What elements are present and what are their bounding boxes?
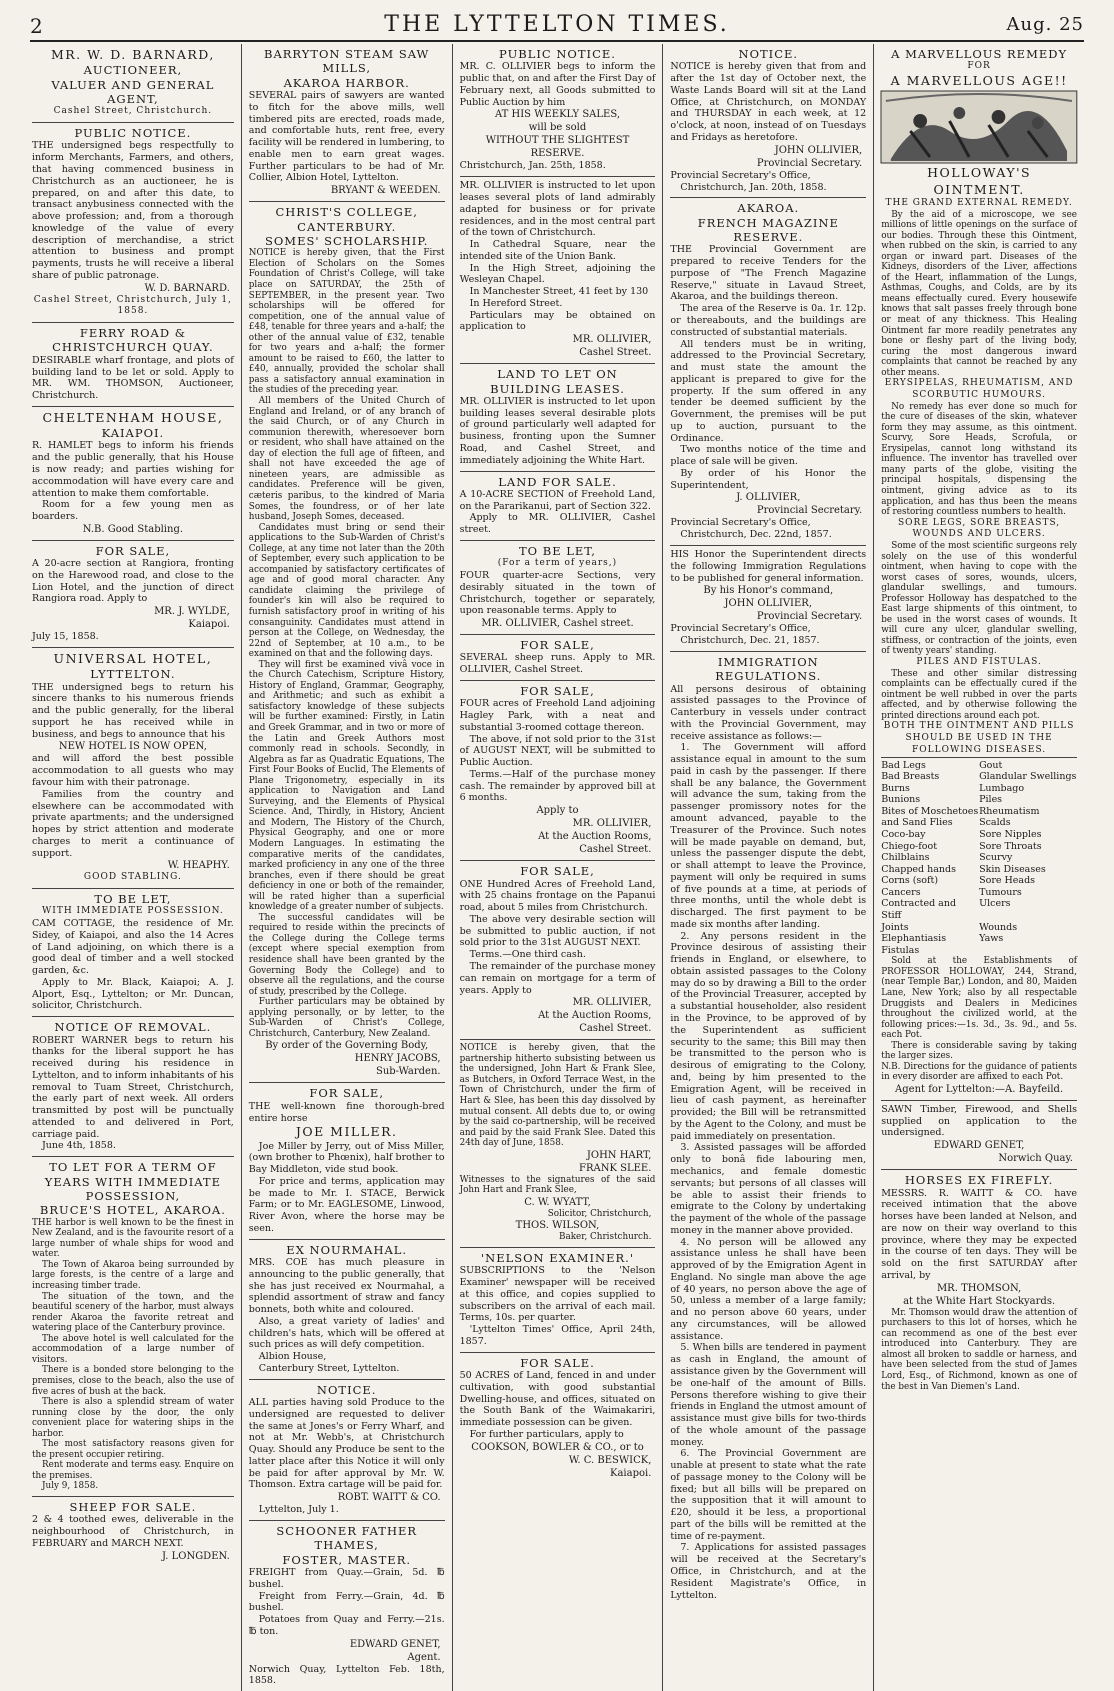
ad-body: The area of the Reserve is 0a. 1r. 12p. or thereabouts, and the buildings are constructed of substantial materials. [670, 303, 867, 338]
hagley-park-ad [460, 681, 656, 861]
ad-heading: CHELTENHAM HOUSE, [42, 409, 224, 425]
ad-body: They will first be examined vivâ voce in the Church Catechism, Scripture History, History of England, Grammar, Geography, and Arithmetic; and such as exhibit a satisfactory knowledge of these subjects will be further examined: Firstly, in Latin and Greek Grammar, and in two or more of the Latin and Greek Authors most commonly read in schools. Secondly, in Algebra as far as Quadratic Equations, The First Four Books of Euclid, The Elements of Plane Trigonometry, especially in its application to Navigation and Land Surveying, and the Elements of Physical Science. And, Thirdly, in History, Ancient and Modern, The History of the Church, Physical Geography, and one or more Modern Languages. In estimating the comparative merits of the candidates, marked proficiency in any one of the three branches, even if there should be great deficiency in one or both of the remainder, will be rated higher than a superficial knowledge of a greater number of subjects. [248, 659, 445, 913]
ad-body: All persons desirous of obtaining assisted passages to the Province of Canterbury in vessels under contract with the Provincial Government, may receive assistance as follows:— [670, 683, 867, 742]
ad-signature: Cashel Street. [579, 844, 652, 856]
column-4 [662, 44, 873, 1691]
christs-college-ad [249, 202, 445, 1083]
ad-place: Kaiapoi. [188, 619, 230, 631]
ad-witness: C. W. WYATT, [524, 1196, 591, 1208]
ad-body: Joe Miller by Jerry, out of Miss Miller, (own brother to Phœnix), half brother to Bay Middleton, vide stud book. [248, 1140, 445, 1176]
ad-body: ROBERT WARNER begs to return his thanks for the liberal support he has received during his residence in Lyttelton, and to inform inhabitants of his removal to Tuam Street, Christchurch, the early part of next week. All orders transmitted by post will be punctually attended to and delivered in Port, carriage paid. [32, 1034, 234, 1140]
ad-body: Albion House, [258, 1351, 327, 1363]
ad-body: 2 & 4 toothed ewes, deliverable in the neighbourhood of Christchurch, in FEBRUARY and MARCH NEXT. [32, 1514, 234, 1549]
ad-body: By the aid of a microscope, we see millions of little openings on the surface of our bodies. Through these this Ointment, when rubbed on the skin, is carried to any organ or inward part. Diseases of the Kidneys, disorders of the Liver, affections of the Heart, inflammation of the Lungs, Asthmas, Coughs, and Colds, are by its means effectually cured. Every housewife knows that salt passes freely through bone or meat of any thickness. This Healing Ointment far more readily penetrates any bone or fleshy part of the living body, curing the most dangerous inward complaints that cannot be reached by any other means. [881, 209, 1077, 378]
immigration-directive [670, 546, 866, 652]
ad-signature: W. HEAPHY. [167, 860, 230, 872]
ad-body: There is also a splendid stream of water running close by the door, the only convenient place for watering ships in the harbor. [32, 1397, 234, 1439]
ad-body: Freight from Ferry.—Grain, 4d. ℔ bushel. [248, 1590, 445, 1614]
disease-item: Sore Nipples [979, 828, 1042, 840]
ad-signature: Norwich Quay. [998, 1153, 1073, 1165]
ad-agent: Agent for Lyttelton:—A. Bayfeild. [895, 1083, 1064, 1095]
ad-date: Provincial Secretary's Office, [670, 623, 811, 635]
ad-signature: MR. OLLIVIER, [572, 334, 652, 346]
ad-signature: COOKSON, BOWLER & CO., or to [471, 1441, 644, 1453]
ad-date: Provincial Secretary's Office, [670, 169, 811, 181]
ad-subheading: SOMES' SCHOLARSHIP. [264, 234, 429, 248]
disease-item: Scurvy [979, 852, 1013, 864]
ad-heading: SHEEP FOR SALE. [69, 1499, 197, 1514]
ad-signature: MR. OLLIVIER, [572, 818, 652, 830]
removal-notice [32, 1017, 234, 1157]
ollivier-leases-ad [460, 177, 656, 364]
column-5 [873, 44, 1084, 1691]
sheep-runs-ad [460, 635, 656, 681]
product-subtitle: THE GRAND EXTERNAL REMEDY. [885, 197, 1073, 208]
columns [30, 44, 1084, 1687]
sheep-sale-ad [32, 1497, 234, 1567]
ad-signature: MR. J. WYLDE, [154, 606, 230, 618]
ad-emphasis: NEW HOTEL IS NOW OPEN, [58, 741, 207, 753]
ad-body: No remedy has ever done so much for the cure of diseases of the skin, whatever form they may assume, as this ointment. Scurvy, Sore Heads, Scrofula, or Erysipelas, cannot long withstand its influence. The inventor has travelled over many parts of the globe, visiting the principal hospitals, dispensing the ointment, giving advice as to its application, and has thus been the means of restoring countless numbers to health. [881, 401, 1077, 518]
joe-miller-ad [249, 1083, 445, 1239]
disease-item: Chilblains [881, 852, 930, 864]
bruces-hotel-ad [32, 1157, 234, 1497]
ad-footer: GOOD STABLING. [83, 872, 182, 883]
ad-body: FOUR acres of Freehold Land adjoining Hagley Park, with a neat and substantial 3-roomed cottage thereon. [459, 698, 656, 733]
ad-signature: JOHN OLLIVIER, [774, 144, 863, 156]
ad-signature: BRYANT & WEEDEN. [330, 185, 441, 197]
ad-body: For price and terms, application may be made to Mr. I. STACE, Berwick Farm; or to Mr. EAGLESOME, Linwood, River Avon, where the horse may be seen. [248, 1175, 445, 1234]
disease-item: Tumours [979, 886, 1022, 898]
ad-signature: MR. THOMSON, [936, 1282, 1022, 1294]
ad-signature: EDWARD GENET, [933, 1140, 1025, 1152]
ad-body: All members of the United Church of England and Ireland, or of any branch of the said Church, or of any Church in communion therewith, wheresoever born or resident, who shall have attained on the day of election the full age of fifteen, and shall not have exceeded the age of nineteen years, are admissible as candidates. Preference will be given, cæteris paribus, to the kindred of Maria Somes, the foundress, or of her late husband, Joseph Somes, deceased. [248, 396, 445, 523]
disease-item: Skin Diseases [979, 863, 1046, 875]
ad-body: FREIGHT from Quay.—Grain, 5d. ℔ bushel. [248, 1567, 445, 1590]
ad-signature: W. C. BESWICK, [568, 1454, 652, 1466]
page-number: 2 [30, 14, 43, 38]
regulation-5: 5. When bills are tendered in payment as cash in England, the amount of assistance given by the Government will be one-half of the amount of Bills. Persons therefore wishing to give their friends in England the utmost amount of assistance must give bills for two-thirds of the whole amount of the passage money. [670, 1342, 867, 1448]
regulation-6: 6. The Provincial Government are unable at present to state what the rate of passage money to the Colony will be fixed; but all bills will be prepared on the supposition that it will amount to £20, should it be less, a proportional part of the bills will be remitted at the time of re-payment. [670, 1448, 867, 1542]
ad-subheading: BOTH THE OINTMENT AND PILLS SHOULD BE USED IN THE FOLLOWING DISEASES. [883, 721, 1075, 755]
ad-heading: TO BE LET, [94, 892, 172, 907]
ad-body: Canterbury Street, Lyttelton. [258, 1362, 400, 1374]
disease-item: Chiego-foot [881, 840, 938, 852]
ad-body: THE undersigned begs respectfully to inform Merchants, Farmers, and others, that having commenced business in Christchurch as an auctioneer, he is prepared, on and after this date, to transact anybusiness connected with the above profession; and, from a thorough knowledge of the value of every description of merchandise, a strict attention to business and prompt payments, trusts he will receive a liberal share of public patronage. [32, 140, 234, 281]
ad-body: The successful candidates will be required to reside within the precincts of the College during the College terms (except where special exemption from residence shall have been granted by the Governing Body the College) and to observe all the regulations, and the course of study, prescribed by the College. [248, 912, 445, 997]
ad-date: Provincial Secretary's Office, [670, 517, 811, 529]
ad-heading: A MARVELLOUS REMEDY [891, 47, 1068, 61]
ad-body: 50 ACRES of Land, fenced in and under cultivation, with good substantial Dwelling-house, and offices, situated on the South Bank of the Waimakariri, immediate possession can be given. [459, 1370, 656, 1429]
ad-body: Candidates must bring or send their applications to the Sub-Warden of Christ's College, at any time not later than the 20th of September, every such application to be accompanied by satisfactory certificates of age and of good moral character. Any candidate claiming the privilege of founder's kin will also be required to furnish satisfactory proof in writing of his consanguinity. Candidates must attend in person at the College, on Wednesday, the 22nd of September, at 10 a.m., to be examined on that and the following days. [248, 522, 445, 660]
disease-item: Sore Heads [979, 875, 1036, 887]
disease-item: Wounds [979, 921, 1018, 933]
ad-heading: AKAROA. [737, 201, 800, 216]
column-2 [241, 44, 452, 1691]
ad-signature: JOHN HART, [586, 1149, 652, 1161]
ad-subheading: AUCTIONEER, [83, 63, 183, 78]
ad-subheading: KAIAPOI. [101, 426, 165, 441]
ad-signature: At the Auction Rooms, [538, 831, 652, 843]
disease-item: Joints [881, 921, 909, 933]
ad-heading: FOR SALE, [520, 683, 595, 698]
ad-heading: FOR SALE, [309, 1086, 384, 1101]
ad-body: SEVERAL pairs of sawyers are wanted to fitch for the above mills, well timbered pits are erected, roads made, and comfortable huts, rent free, every facility will be rendered in lumbering, to enable men to earn great wages. Further particulars to be had of Mr. Collier, Albion Hotel, Lyttelton. [248, 90, 445, 184]
nourmahal-ad [249, 1240, 445, 1380]
ad-heading: NOTICE. [316, 1382, 377, 1397]
ad-body: The above hotel is well calculated for the accommodation of a large number of visitors. [32, 1333, 234, 1365]
disease-item: Piles [979, 794, 1003, 806]
schooner-ad [249, 1521, 445, 1691]
ad-body: A 10-ACRE SECTION of Freehold Land, on the Pararikanui, part of Section 322. [459, 488, 656, 512]
ad-signature: Provincial Secretary. [756, 505, 863, 517]
ad-signature: Provincial Secretary. [756, 611, 863, 623]
cheltenham-ad [32, 407, 234, 541]
ad-body: MRS. COE has much pleasure in announcing to the public generally, that she has just received ex Nourmahal, a splendid assortment of straw and fancy bonnets, both white and coloured. [248, 1257, 445, 1316]
ad-subheading: PILES AND FISTULAS. [916, 657, 1042, 668]
ad-body: Potatoes from Quay and Ferry.—21s. ℔ ton. [248, 1614, 445, 1637]
ad-body: SUBSCRIPTIONS to the 'Nelson Examiner' newspaper will be received at this office, and copies supplied to subscribers on the arrival of each mail. Terms, 10s. per quarter. [459, 1265, 656, 1324]
ad-body: NOTICE is hereby given, that the First Election of Scholars on the Somes Foundation of Christ's College, will take place on SATURDAY, the 25th of SEPTEMBER, in the present year. Two scholarships will be offered for competition, one of the annual value of £48, tenable for three years and a-half; the other of the annual value of £32, tenable for two years and a-half; the former amount to be raised to £60, the latter to £40, annually, provided the scholar shall pass a satisfactory annual examination in the studies of the preceding year. [248, 248, 445, 396]
building-leases-ad [460, 364, 656, 471]
rangiora-sale-ad [32, 541, 234, 648]
ad-signature: ROBT. WAITT & CO. [337, 1492, 441, 1504]
ad-heading: IMMIGRATION REGULATIONS. [715, 654, 822, 684]
ad-subheading: FRENCH MAGAZINE RESERVE. [697, 215, 839, 245]
ad-body: and will afford the best possible accommodation to all guests who may favour him with their patronage. [32, 753, 234, 788]
ad-body: HIS Honor the Superintendent directs the following Immigration Regulations to be published for general information. [670, 549, 867, 584]
ad-date: Christchurch, Dec. 22nd, 1857. [680, 529, 832, 541]
ad-body: MR. OLLIVIER is instructed to let upon leases several plots of land admirably adapted for business or for private residences, and in the most central part of the town of Christchurch. [459, 180, 656, 239]
disease-item: Rheumatism [979, 805, 1040, 817]
disease-item: Bad Legs [881, 759, 926, 771]
ad-body: By order of his Honor the Superintendent, [670, 467, 867, 491]
land-sale-ad [460, 472, 656, 541]
ad-signature: EDWARD GENET, [349, 1638, 441, 1650]
disease-item: Scalds [979, 817, 1011, 829]
ad-heading: A MARVELLOUS AGE!! [890, 73, 1068, 89]
barryton-ad [249, 44, 445, 202]
ad-subheading: FOR [967, 61, 991, 72]
disease-item: Chapped hands [881, 863, 956, 875]
ad-body: SAWN Timber, Firewood, and Shells supplied on application to the undersigned. [881, 1103, 1077, 1139]
sawn-timber-ad [881, 1101, 1077, 1170]
ad-emphasis: will be sold [528, 122, 587, 134]
regulation-4: 4. No person will be allowed any assistance unless he shall have been approved of by the Emigration Agent in England. No single man above the age of 40 years, no person above the age of 50, unless a member of a large family; and no person above 60 years, under any circumstances, will be allowed assistance. [670, 1236, 867, 1342]
ad-date: July 9, 1858. [42, 1481, 99, 1492]
ad-body: CAM COTTAGE, the residence of Mr. Sidey, of Kaiapoi, and also the 14 Acres of Land adjoining, on which there is a good deal of timber and a well stocked garden, &c. [32, 918, 234, 977]
cam-cottage-ad [32, 889, 234, 1017]
ad-subheading: WITH IMMEDIATE POSSESSION. [42, 906, 224, 917]
regulation-7: 7. Applications for assisted passages will be received at the Secretary's Office, in Christchurch, and at the Resident Magistrate's Office, in Lyttelton. [670, 1542, 867, 1601]
ad-signature: J. LONGDEN. [162, 1550, 230, 1562]
ad-list-item: In the High Street, adjoining the Wesleyan Chapel. [459, 262, 656, 286]
disease-item: Burns [881, 782, 910, 794]
ad-date: June 4th, 1858. [42, 1140, 116, 1152]
holloway-ointment-ad [881, 44, 1077, 1101]
ad-emphasis: JOE MILLER. [295, 1124, 398, 1140]
disease-item: Coco-bay [881, 828, 926, 840]
ad-heading: BARRYTON STEAM SAW MILLS, [264, 47, 430, 76]
barnard-notice [32, 123, 234, 323]
ad-heading: TO BE LET, [519, 543, 596, 558]
ad-subheading: BRUCE'S HOTEL, AKAROA. [39, 1203, 226, 1218]
ad-heading: FOR SALE, [95, 543, 171, 558]
ad-body: SEVERAL sheep runs. Apply to MR. OLLIVIER, Cashel Street. [459, 652, 656, 676]
ad-subheading: FOSTER, MASTER. [282, 1552, 412, 1567]
ad-body: A 20-acre section at Rangiora, fronting on the Harewood road, and close to the Lion Hotel, and the junction of direct Rangiora road. Apply to [32, 558, 234, 605]
masthead [30, 10, 1084, 42]
ad-signature: Sub-Warden. [375, 1066, 441, 1078]
ad-list-item: In Cathedral Square, near the intended site of the Union Bank. [459, 239, 656, 262]
regulation-2: 2. Any persons resident in the Province desirous of assisting their friends in England, or elsewhere, to obtain assisted passages to the Colony may do so by drawing a Bill to the order of the Provincial Treasurer, accepted by a substantial householder, also resident in the Province, to be approved of by the Superintendent as sufficient security to the same; this Bill may then be transmitted to the person who is desirous of emigrating to the Colony, and, being by him presented to the Emigration Agent, will be received in lieu of cash payment, as hereinafter provided; the Bill will be retransmitted by the Agent to the Colony, and must be paid immediately on presentation. [670, 930, 867, 1142]
ad-signature: MR. OLLIVIER, Cashel street. [481, 618, 634, 630]
ad-heading: UNIVERSAL HOTEL, [53, 651, 213, 666]
hundred-acres-ad [460, 861, 656, 1040]
immigration-regulations [670, 652, 866, 1605]
ad-body: There is considerable saving by taking the larger sizes. [881, 1040, 1077, 1062]
nelson-examiner-ad [460, 1248, 656, 1353]
ferry-road-ad [32, 323, 234, 407]
column-3 [452, 44, 663, 1691]
ad-heading: TO LET FOR A TERM OF YEARS WITH IMMEDIATE POSSESSION, [44, 1160, 221, 1203]
ad-body: Two months notice of the time and place of sale will be given. [670, 444, 867, 468]
disease-item: Glandular Swellings [979, 771, 1077, 783]
ad-date: Christchurch, Jan. 20th, 1858. [680, 181, 827, 193]
waste-lands-notice [670, 44, 866, 198]
partnership-notice [460, 1040, 656, 1248]
ad-body: Families from the country and elsewhere can be accommodated with private apartments; and the undersigned hopes by strict attention and moderate charges to merit a continuance of support. [32, 788, 234, 859]
disease-item: Yaws [979, 933, 1004, 945]
ad-body: MESSRS. R. WAITT & CO. have received intimation that the above horses have been landed at Nelson, and are now on their way overland to this province, where they may be expected in the course of ten days. They will be sold on the first SATURDAY after arrival, by [881, 1187, 1077, 1281]
ad-heading: NOTICE. [738, 47, 799, 61]
ad-signature: at the White Hart Stockyards. [903, 1295, 1056, 1307]
ad-body: Some of the most scientific surgeons rely solely on the use of this wonderful ointment, when having to cope with the worst cases of sores, wounds, ulcers, glandular swellings, and tumours. Professor Holloway has despatched to the East large shipments of this ointment, to be used in the worst cases of wounds. It will cure any ulcer, glandular swelling, stiffness, or contraction of the joints, even of twenty years' standing. [881, 541, 1077, 657]
ad-subheading: SORE LEGS, SORE BREASTS, WOUNDS AND ULCERS. [898, 517, 1061, 540]
ad-signature: Agent. [407, 1651, 441, 1663]
ad-body: THE well-known fine thorough-bred entire horse [248, 1100, 445, 1124]
ad-footer: Cashel Street, Christchurch, July 1, 1858. [33, 294, 232, 317]
sections-to-let-ad [460, 541, 656, 635]
ad-list-item: In Hereford Street. [469, 297, 563, 309]
ad-body: Mr. Thomson would draw the attention of purchasers to this lot of horses, which he can recommend as one of the best ever introduced into Canterbury. They are almost all broken to saddle or harness, and have been selected from the stud of James Lord, Esq., of Richmond, known as one of the best in Van Diemen's Land. [881, 1307, 1077, 1392]
ad-witness: THOS. WILSON, [515, 1220, 600, 1232]
ad-heading: SCHOONER FATHER THAMES, [276, 1523, 418, 1553]
ad-signature: HENRY JACOBS, [354, 1053, 441, 1065]
ad-body: Apply to [536, 805, 579, 817]
ad-date: Norwich Quay, Lyttelton Feb. 18th, 1858. [248, 1663, 445, 1687]
ad-signature: JOHN OLLIVIER, [724, 598, 813, 610]
ad-signature: MR. OLLIVIER, [572, 997, 652, 1009]
ad-signature: Cashel Street. [579, 1023, 652, 1035]
ad-subheading: VALUER AND GENERAL AGENT, [51, 77, 215, 106]
produce-notice [249, 1380, 445, 1521]
ad-signature: Kaiapoi. [609, 1467, 652, 1479]
ad-body: Apply to MR. OLLIVIER, Cashel street. [459, 512, 656, 536]
ad-signature: At the Auction Rooms, [538, 1010, 652, 1022]
disease-item: Elephantiasis [881, 933, 947, 945]
ad-body: Further particulars may be obtained by applying personally, or by letter, to the Sub-Warden of Christ's College, Christchurch, Canterbury, New Zealand. [248, 997, 445, 1039]
ad-heading: LAND TO LET ON BUILDING LEASES. [490, 367, 625, 396]
akaroa-reserve-ad [670, 198, 866, 546]
ad-body: By order of the Governing Body, [265, 1040, 429, 1052]
ad-heading: LAND FOR SALE. [498, 474, 617, 489]
ad-body: N.B. Directions for the guidance of patients in every disorder are affixed to each Pot. [881, 1061, 1077, 1083]
product-title: HOLLOWAY'S OINTMENT. [927, 165, 1032, 197]
newspaper-title: THE LYTTELTON TIMES. [384, 12, 730, 37]
ad-footer: N.B. Good Stabling. [82, 523, 184, 535]
ad-heading: FOR SALE, [520, 864, 595, 879]
ad-body: These and other similar distressing complaints can be effectually cured if the ointment be well rubbed in over the parts affected, and by otherwise following the printed directions around each pot. [881, 668, 1077, 721]
ad-heading: PUBLIC NOTICE. [74, 126, 192, 141]
disease-item: Corns (soft) [881, 875, 939, 887]
issue-date: Aug. 25 [1006, 14, 1084, 35]
disease-item: Gout [979, 759, 1003, 771]
ad-body: For further particulars, apply to [469, 1428, 624, 1440]
ad-body: DESIRABLE wharf frontage, and plots of building land to be let or sold. Apply to MR. WM. THOMSON, Auctioneer, Christchurch. [32, 354, 234, 402]
disease-item: and Sand Flies [881, 817, 953, 829]
disease-item: Bites of Moschetoes [881, 805, 979, 817]
ad-heading: EX NOURMAHAL. [286, 1242, 408, 1257]
ad-emphasis: AT HIS WEEKLY SALES, [494, 109, 621, 121]
disease-item: Lumbago [979, 782, 1025, 794]
ad-signature: J. OLLIVIER, [736, 492, 801, 504]
ad-body: The above very desirable section will be submitted to public auction, if not sold prior to the 31st AUGUST NEXT. [459, 913, 656, 949]
ad-body: FOUR quarter-acre Sections, very desirably situated in the town of Christchurch, together or separately, upon reasonable terms. Apply to [459, 570, 656, 617]
ad-heading: FERRY ROAD & CHRISTCHURCH QUAY. [52, 326, 214, 355]
ad-body: THE undersigned begs to return his sincere thanks to his numerous friends and the public generally, for the liberal support he has received while in business, and begs to announce that his [32, 681, 234, 740]
ad-heading: FOR SALE. [520, 1355, 595, 1370]
ad-signature: FRANK SLEE. [579, 1162, 652, 1174]
ad-body: R. HAMLET begs to inform his friends and the public generally, that his House is now ready; and parties wishing for accommodation will have every care and attention to make them comfortable. [32, 440, 234, 499]
fifty-acres-ad [460, 1353, 656, 1484]
ad-body: Sold at the Establishments of PROFESSOR HOLLOWAY, 244, Strand, (near Temple Bar,) London, and 80, Maiden Lane, New York; also by all respectable Druggists and Dealers in Medicines throughout the civilized world, at the following prices:—1s. 3d., 3s. 9d., and 5s. each Pot. [881, 956, 1077, 1041]
ad-heading: HORSES EX FIREFLY. [904, 1173, 1054, 1188]
ad-address: Cashel Street, Christchurch. [53, 106, 213, 117]
column-1 [30, 44, 241, 1691]
ad-heading: FOR SALE, [520, 638, 595, 653]
ad-body: THE Provincial Government are prepared to receive Tenders for the purpose of "The French Magazine Reserve," situate in Lavaud Street, Akaroa, and the buildings thereon. [670, 244, 867, 303]
ad-body: Terms.—One third cash. [469, 949, 586, 961]
disease-item: Contracted and Stiff [881, 898, 957, 922]
ad-body: MR. OLLIVIER is instructed to let upon building leases several desirable plots of ground particularly well adapted for business, fronting upon the Sumner Road, and Cashel Street, and immediately adjoining the White Hart. [459, 395, 656, 466]
ad-body: NOTICE is hereby given that from and after the 1st day of October next, the Waste Lands Board will sit at the Land Office, at Christchurch, on MONDAY and THURSDAY in each week, at 12 o'clock, at noon, instead of on Tuesdays and Fridays as heretofore. [670, 61, 867, 143]
ad-body: The remainder of the purchase money can remain on mortgage for a term of years. Apply to [459, 960, 656, 996]
ad-signature: Provincial Secretary. [756, 157, 863, 169]
ad-body: There is a bonded store belonging to the premises, close to the beach, also the use of five acres of bush at the back. [32, 1365, 234, 1397]
ad-body: The Town of Akaroa being surrounded by large forests, is the centre of a large and increasing timber trade. [32, 1259, 234, 1292]
ad-body: Terms.—Half of the purchase money cash. The remainder by approved bill at 6 months. [459, 768, 656, 804]
ollivier-public-notice [460, 44, 656, 177]
ad-body: Witnesses to the signatures of the said John Hart and Frank Slee, [459, 1174, 656, 1196]
ad-witness: Solicitor, Christchurch, [547, 1208, 652, 1219]
ad-subheading: LYTTELTON. [90, 667, 176, 682]
ad-body: Rent moderate and terms easy. Enquire on the premises. [32, 1460, 234, 1481]
horses-firefly-ad [881, 1170, 1077, 1396]
ad-body: NOTICE is hereby given, that the partnership hitherto subsisting between us the undersigned, John Hart & Frank Slee, as Butchers, in Oxford Terrace West, in the Town of Christchurch, under the firm of Hart & Slee, has been this day dissolved by mutual consent. All debts due to, or owing by the said co-partnership, will be received and paid by the said Frank Slee. Dated this 24th day of June, 1858. [459, 1043, 656, 1149]
disease-item: Bad Breasts [881, 771, 940, 783]
ad-body: The above, if not sold prior to the 31st of AUGUST NEXT, will be submitted to Public Auction. [459, 733, 656, 769]
ad-body: Particulars may be obtained on application to [459, 309, 656, 333]
barnard-ad [32, 44, 234, 123]
ad-date: Lyttelton, July 1. [258, 1504, 339, 1516]
disease-list [881, 757, 1077, 957]
ad-date: Christchurch, Jan. 25th, 1858. [459, 160, 606, 172]
ad-body: ALL parties having sold Produce to the undersigned are requested to deliver the same at Jones's or Ferry Wharf, and not at Mr. Webb's, at Christchurch Quay. Should any Produce be sent to the latter place after this Notice it will only be paid for after approval by Mr. W. Thomson. Extra cartage will be paid for. [248, 1397, 445, 1491]
disease-item: Bunions [881, 794, 921, 806]
ad-heading: MR. W. D. BARNARD, [50, 47, 215, 62]
ad-body: By his Honor's command, [703, 585, 834, 597]
ad-body: Also, a great variety of ladies' and children's hats, which will be offered at such prices as will defy competition. [248, 1315, 445, 1351]
regulation-1: 1. The Government will afford assistance equal in amount to the sum paid in cash by the passenger. If there shall be any balance, the Government will advance the sum, taking from the passenger promissory notes for the amount advanced, payable to the Treasurer of the Province. Such notes will be made payable on demand, but, unless the passenger dispute the debt, or shall attempt to leave the Province, payment will only be required in sums of five pounds at a time, at periods of three months, until the whole debt is discharged. The first payment to be made six months after landing. [670, 742, 867, 930]
ad-body: Room for a few young men as boarders. [32, 499, 234, 523]
universal-hotel-ad [32, 648, 234, 889]
engraving-illustration [881, 91, 1077, 163]
ad-body: THE harbor is well known to be the finest in New Zealand, and is the favourite resort of a large number of whale ships for wood and water. [32, 1217, 234, 1260]
disease-item: Ulcers [979, 898, 1011, 910]
ad-body: The most satisfactory reasons given for the present occupier retiring. [32, 1439, 234, 1460]
ad-date: July 15, 1858. [32, 631, 99, 643]
ad-date: Christchurch, Dec. 21, 1857. [680, 635, 820, 647]
disease-item: Fistulas [881, 944, 920, 956]
ad-heading: 'NELSON EXAMINER.' [480, 1250, 634, 1265]
regulation-3: 3. Assisted passages will be afforded only to bonâ fide labouring men, mechanics, and female domestic servants; but persons of all classes will be able to assist their friends to emigrate to the Colony by undertaking the payment of the whole of the passage money in the manner above provided. [670, 1142, 867, 1236]
ad-subheading: (For a term of years,) [497, 558, 618, 569]
ad-heading: PUBLIC NOTICE. [499, 47, 616, 61]
disease-item: Cancers [881, 886, 921, 898]
ad-witness: Baker, Christchurch. [558, 1232, 652, 1243]
ad-footer: 'Lyttelton Times' Office, April 24th, 1857. [459, 1324, 656, 1347]
ad-heading: NOTICE OF REMOVAL. [54, 1020, 212, 1035]
ad-body: The situation of the town, and the beautiful scenery of the harbor, must always render Akaroa the favorite retreat and watering place of the Canterbury province. [32, 1291, 234, 1334]
ad-body: ONE Hundred Acres of Freehold Land, with 25 chains frontage on the Papanui road, about 5 miles from Christchurch. [459, 878, 656, 914]
ad-body: All tenders must be in writing, addressed to the Provincial Secretary, and must state the amount the applicant is prepared to give for the property. If the sum offered in any tender be deemed sufficient by the Government, the premises will be put up to auction, pursuant to the Ordinance. [670, 338, 867, 444]
ad-heading: CHRIST'S COLLEGE, CANTERBURY. [275, 205, 418, 234]
ad-subheading: ERYSIPELAS, RHEUMATISM, AND SCORBUTIC HUMOURS. [884, 378, 1074, 400]
ad-body: Apply to Mr. Black, Kaiapoi; A. J. Alport, Esq., Lyttelton; or Mr. Duncan, solicitor, Christchurch. [32, 976, 234, 1012]
ad-signature: W. D. BARNARD. [144, 282, 230, 294]
disease-item: Sore Throats [979, 840, 1042, 852]
ad-list-item: In Manchester Street, 41 feet by 130 [469, 286, 649, 298]
ad-subheading: AKAROA HARBOR. [283, 75, 410, 90]
disease-item [979, 945, 1077, 957]
ad-emphasis: WITHOUT THE SLIGHTEST RESERVE. [485, 135, 630, 160]
ad-body: MR. C. OLLIVIER begs to inform the public that, on and after the First Day of February next, all Goods submitted to Public Auction by him [459, 61, 656, 108]
ad-signature: Cashel Street. [579, 347, 652, 359]
